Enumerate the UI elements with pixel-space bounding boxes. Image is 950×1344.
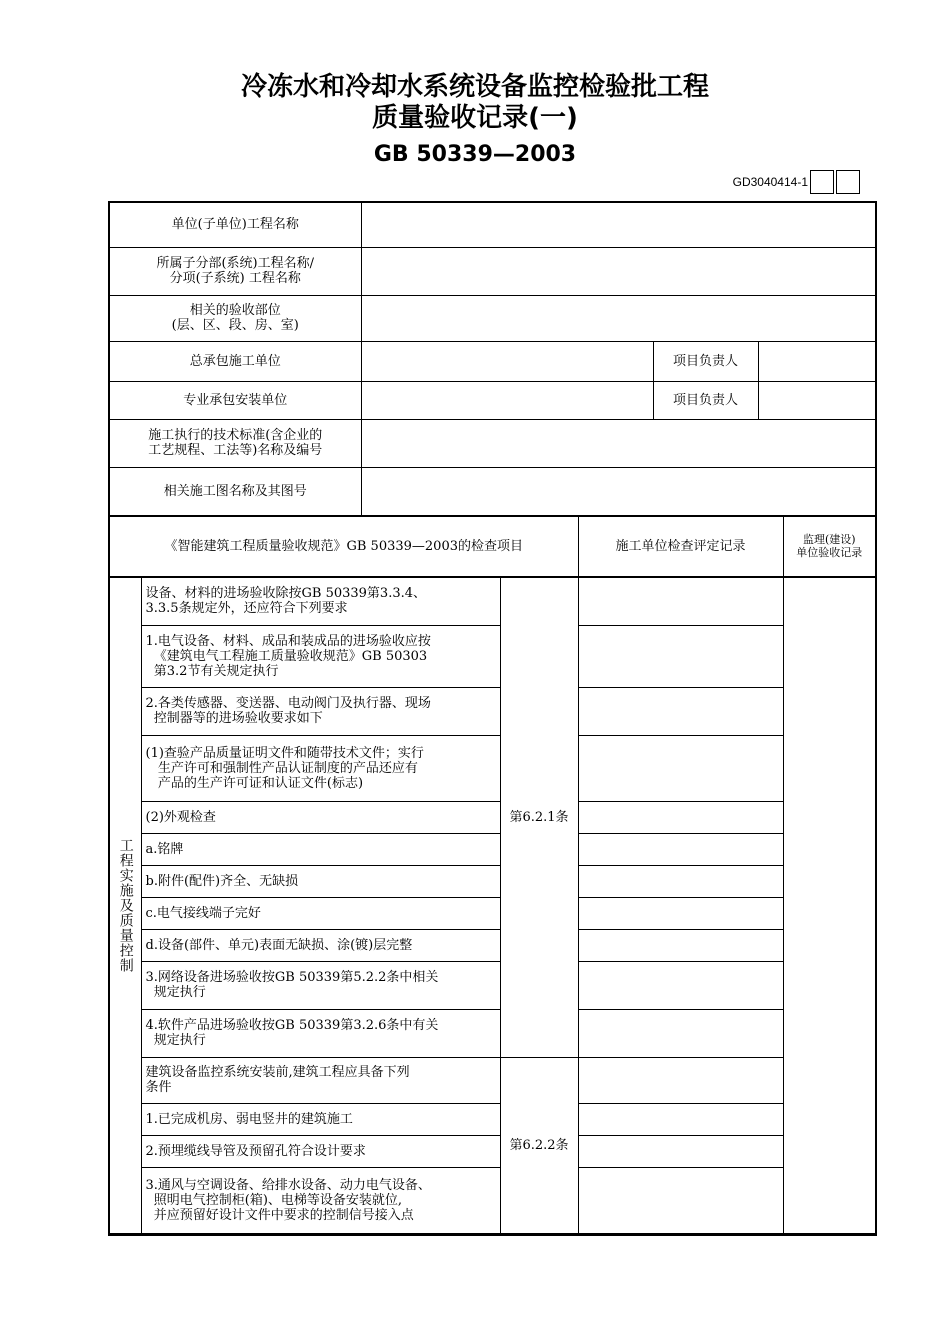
supervisor-cell[interactable] — [783, 577, 875, 1233]
record-cell[interactable] — [578, 801, 783, 833]
location-field[interactable] — [361, 295, 875, 341]
check-item: 1.电气设备、材料、成品和装成品的进场验收应按 《建筑电气工程施工质量验收规范》GB 50303 第3.2节有关规定执行 — [141, 625, 500, 687]
record-cell[interactable] — [578, 625, 783, 687]
table-row — [110, 625, 875, 687]
inspection-table — [108, 201, 877, 1236]
check-item: d.设备(部件、单元)表面无缺损、涂(镀)层完整 — [141, 929, 500, 961]
project-manager-label-1: 项目负责人 — [653, 341, 758, 381]
check-item: (2)外观检查 — [141, 801, 500, 833]
record-cell[interactable] — [578, 1103, 783, 1135]
location-label: 相关的验收部位 (层、区、段、房、室) — [110, 295, 361, 341]
table-row — [110, 833, 875, 865]
record-cell[interactable] — [578, 577, 783, 625]
standard-number: GB 50339—2003 — [373, 142, 577, 167]
check-item: 1.已完成机房、弱电竖井的建筑施工 — [141, 1103, 500, 1135]
table-row — [110, 1135, 875, 1167]
check-item: 3.网络设备进场验收按GB 50339第5.2.2条中相关 规定执行 — [141, 961, 500, 1009]
title-line2: 质量验收记录(一) — [372, 103, 578, 133]
check-item: 2.预埋缆线导管及预留孔符合设计要求 — [141, 1135, 500, 1167]
record-cell[interactable] — [578, 1167, 783, 1233]
record-cell[interactable] — [578, 687, 783, 735]
table-row — [110, 961, 875, 1009]
tech-standard-field[interactable] — [361, 419, 875, 467]
project-manager-field-1[interactable] — [758, 341, 875, 381]
table-row — [110, 735, 875, 801]
unit-name-label: 单位(子单位)工程名称 — [110, 203, 361, 247]
check-item: b.附件(配件)齐全、无缺损 — [141, 865, 500, 897]
check-item: 3.通风与空调设备、给排水设备、动力电气设备、 照明电气控制柜(箱)、电梯等设备安装就位, 并应预留好设计文件中要求的控制信号接入点 — [141, 1167, 500, 1233]
table-row — [110, 577, 875, 625]
record-cell[interactable] — [578, 929, 783, 961]
record-cell[interactable] — [578, 1057, 783, 1103]
table-row — [110, 801, 875, 833]
table-row — [110, 1103, 875, 1135]
items-header: 《智能建筑工程质量验收规范》GB 50339—2003的检查项目 — [110, 516, 578, 576]
header-table — [110, 516, 875, 577]
side-label: 工程实施及质量控制 — [110, 577, 141, 1233]
table-row — [110, 929, 875, 961]
project-manager-field-2[interactable] — [758, 381, 875, 419]
table-row — [110, 897, 875, 929]
check-item: (1)查验产品质量证明文件和随带技术文件；实行 生产许可和强制性产品认证制度的产品还应有 产品的生产许可证和认证文件(标志) — [141, 735, 500, 801]
record-cell[interactable] — [578, 897, 783, 929]
table-row — [110, 865, 875, 897]
specialty-contractor-label: 专业承包安装单位 — [110, 381, 361, 419]
general-contractor-label: 总承包施工单位 — [110, 341, 361, 381]
project-manager-label-2: 项目负责人 — [653, 381, 758, 419]
check-item: c.电气接线端子完好 — [141, 897, 500, 929]
record-cell[interactable] — [578, 1135, 783, 1167]
check-item: 2.各类传感器、变送器、电动阀门及执行器、现场 控制器等的进场验收要求如下 — [141, 687, 500, 735]
clause-reference: 第6.2.1条 — [500, 577, 578, 1057]
title-line1: 冷冻水和冷却水系统设备监控检验批工程 — [240, 72, 709, 102]
unit-name-field[interactable] — [361, 203, 875, 247]
record-cell[interactable] — [578, 833, 783, 865]
clause-reference: 第6.2.2条 — [500, 1057, 578, 1233]
record-cell[interactable] — [578, 1009, 783, 1057]
form-code — [733, 170, 860, 194]
info-table — [110, 203, 875, 516]
check-item: 建筑设备监控系统安装前,建筑工程应具备下列 条件 — [141, 1057, 500, 1103]
drawing-field[interactable] — [361, 467, 875, 515]
table-row — [110, 687, 875, 735]
specialty-contractor-field[interactable] — [361, 381, 653, 419]
tech-standard-label: 施工执行的技术标准(含企业的 工艺规程、工法等)名称及编号 — [110, 419, 361, 467]
check-item: 设备、材料的进场验收除按GB 50339第3.3.4、 3.3.5条规定外，还应符合下列要求 — [141, 577, 500, 625]
sub-name-label: 所属子分部(系统)工程名称/ 分项(子系统) 工程名称 — [110, 247, 361, 295]
record-cell[interactable] — [578, 865, 783, 897]
check-item: a.铭牌 — [141, 833, 500, 865]
record-cell[interactable] — [578, 961, 783, 1009]
general-contractor-field[interactable] — [361, 341, 653, 381]
code-box-1[interactable] — [810, 170, 834, 194]
record-header: 施工单位检查评定记录 — [578, 516, 783, 576]
form-code-text: GD3040414-1 — [732, 175, 808, 189]
table-row — [110, 1057, 875, 1103]
sub-name-field[interactable] — [361, 247, 875, 295]
table-row — [110, 1009, 875, 1057]
check-item: 4.软件产品进场验收按GB 50339第3.2.6条中有关 规定执行 — [141, 1009, 500, 1057]
code-box-2[interactable] — [836, 170, 860, 194]
record-cell[interactable] — [578, 735, 783, 801]
table-row — [110, 1167, 875, 1233]
supervisor-header: 监理(建设) 单位验收记录 — [783, 516, 875, 576]
items-table — [110, 577, 875, 1234]
drawing-label: 相关施工图名称及其图号 — [110, 467, 361, 515]
